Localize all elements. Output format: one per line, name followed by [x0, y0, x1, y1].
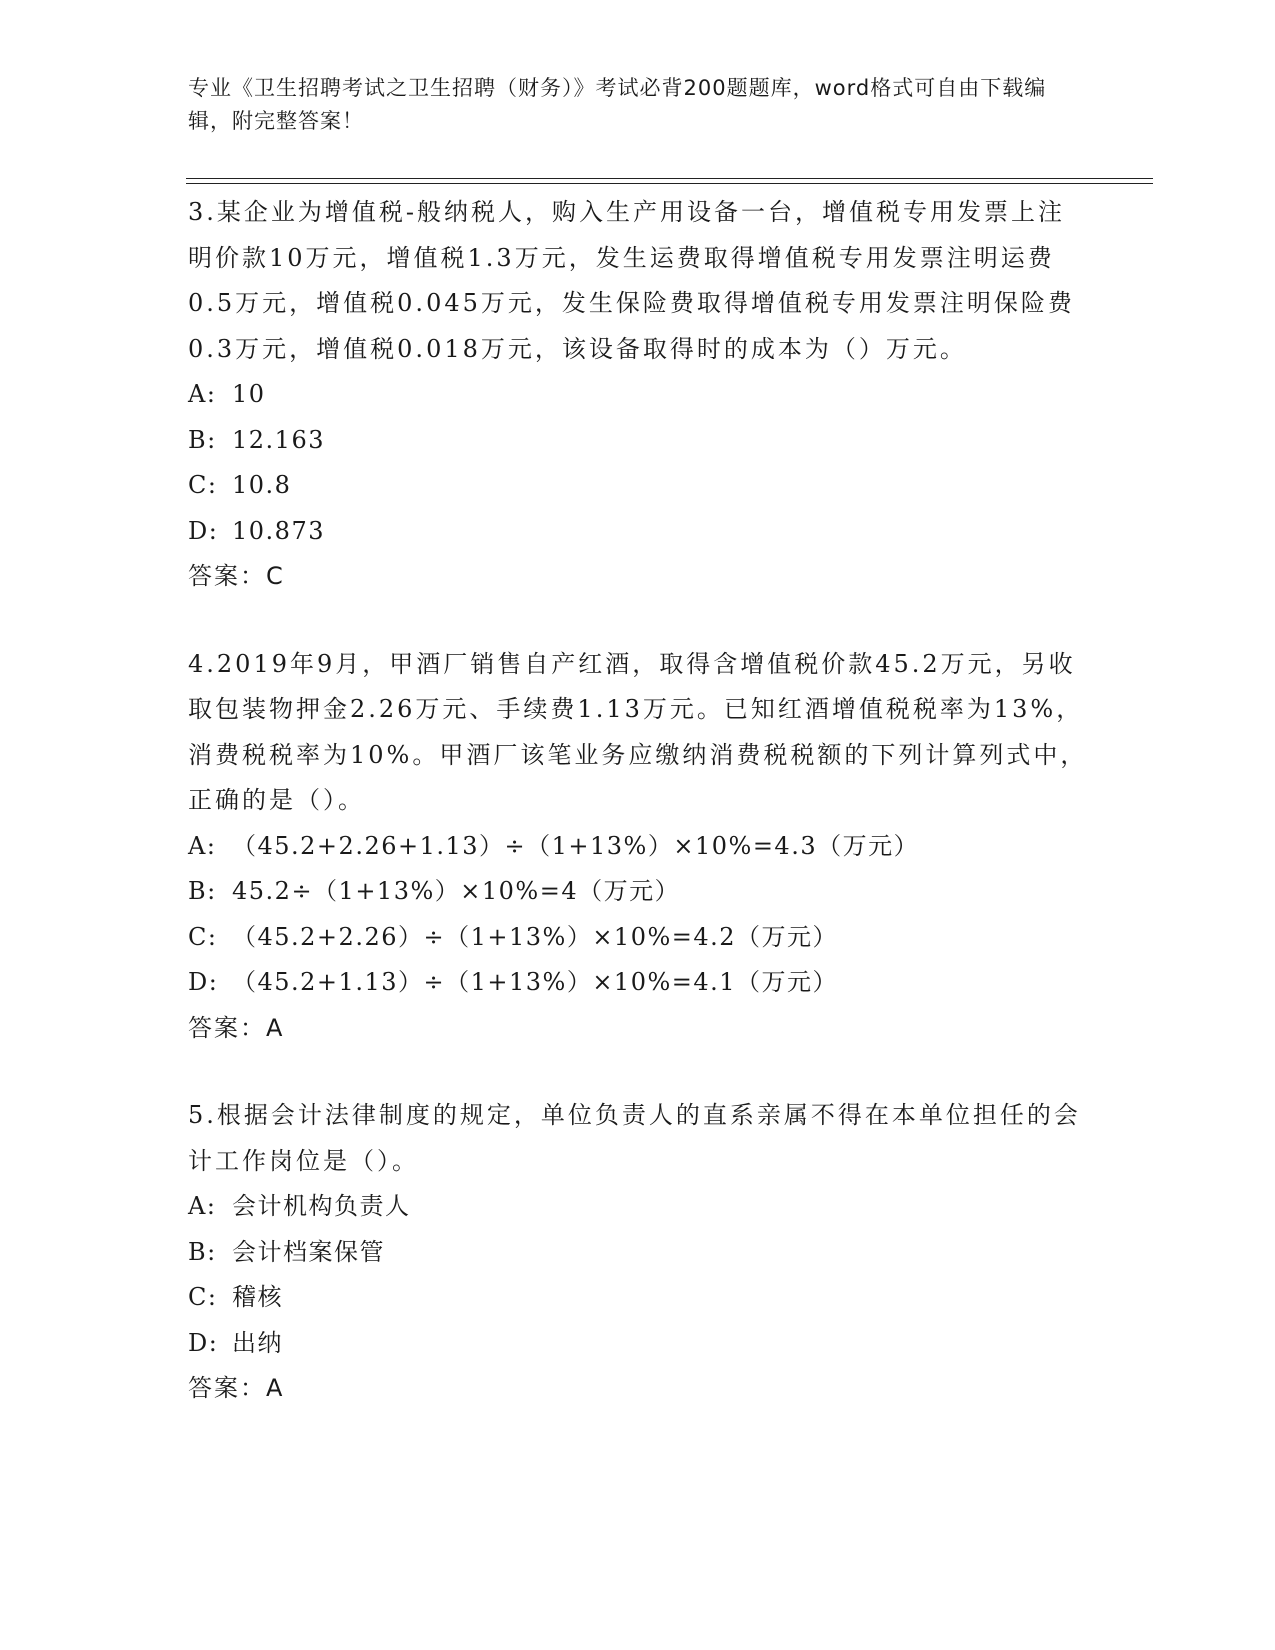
question-4 [188, 642, 1088, 1052]
answer-line: 答案：A [188, 1374, 285, 1402]
option-letter: B: [188, 877, 217, 905]
option-a [188, 1184, 1088, 1230]
question-stem: 3.某企业为增值税-般纳税人，购入生产用设备一台，增值税专用发票上注明价款10万元，增值税1.3万元，发生运费取得增值税专用发票注明运费0.5万元，增值税0.045万元，发生保险费取得增值税专用发票注明保险费0.3万元，增值税0.018万元，该设备取得时的成本为（）万元。 [188, 198, 1075, 363]
option-letter: D: [188, 516, 219, 545]
option-b [188, 418, 1088, 464]
option-letter: C: [188, 471, 218, 499]
option-b [188, 869, 1088, 915]
option-text: （45.2+1.13）÷（1+13%）×10%=4.1（万元） [232, 968, 839, 996]
option-d [188, 960, 1088, 1006]
option-d [188, 509, 1088, 555]
answer-line: 答案：A [188, 1013, 285, 1042]
option-text: 10 [232, 380, 266, 408]
option-letter: A: [188, 1192, 217, 1220]
option-a [188, 824, 1088, 870]
option-text: （45.2+2.26）÷（1+13%）×10%=4.2（万元） [232, 922, 839, 951]
option-text: 会计机构负责人 [232, 1192, 411, 1220]
option-b [188, 1230, 1088, 1276]
option-text: 出纳 [232, 1328, 283, 1357]
header-divider-bottom [186, 183, 1153, 184]
question-stem: 4.2019年9月，甲酒厂销售自产红酒，取得含增值税价款45.2万元，另收取包装物押金2.26万元、手续费1.13万元。已知红酒增值税税率为13%，消费税税率为10%。甲酒厂该笔业务应缴纳消费税税额的下列计算列式中，正确的是（）。 [188, 649, 1088, 814]
option-text: （45.2+2.26+1.13）÷（1+13%）×10%=4.3（万元） [232, 831, 920, 860]
question-5 [188, 1093, 1088, 1412]
answer-line: 答案：C [188, 562, 285, 590]
option-text: 45.2÷（1+13%）×10%=4（万元） [232, 877, 681, 905]
option-text: 会计档案保管 [232, 1237, 385, 1266]
option-text: 10.8 [232, 471, 292, 499]
option-d [188, 1321, 1088, 1367]
option-c [188, 1275, 1088, 1321]
option-letter: B: [188, 1237, 217, 1266]
header-divider-top [186, 178, 1153, 179]
question-3 [188, 190, 1088, 600]
option-letter: D: [188, 1328, 219, 1357]
question-list [188, 190, 1088, 1454]
option-letter: D: [188, 968, 219, 996]
option-letter: C: [188, 922, 218, 951]
option-c [188, 915, 1088, 961]
option-text: 10.873 [232, 516, 325, 545]
option-letter: A: [188, 380, 217, 408]
option-text: 12.163 [232, 425, 325, 454]
option-letter: A: [188, 831, 217, 860]
document-header: 专业《卫生招聘考试之卫生招聘（财务）》考试必背200题题库，word格式可自由下载编辑，附完整答案！ [188, 76, 1047, 133]
option-letter: C: [188, 1283, 218, 1311]
option-text: 稽核 [232, 1283, 283, 1311]
option-c [188, 463, 1088, 509]
question-stem: 5.根据会计法律制度的规定，单位负责人的直系亲属不得在本单位担任的会计工作岗位是（）。 [188, 1101, 1081, 1175]
option-a [188, 372, 1088, 418]
option-letter: B: [188, 425, 217, 454]
